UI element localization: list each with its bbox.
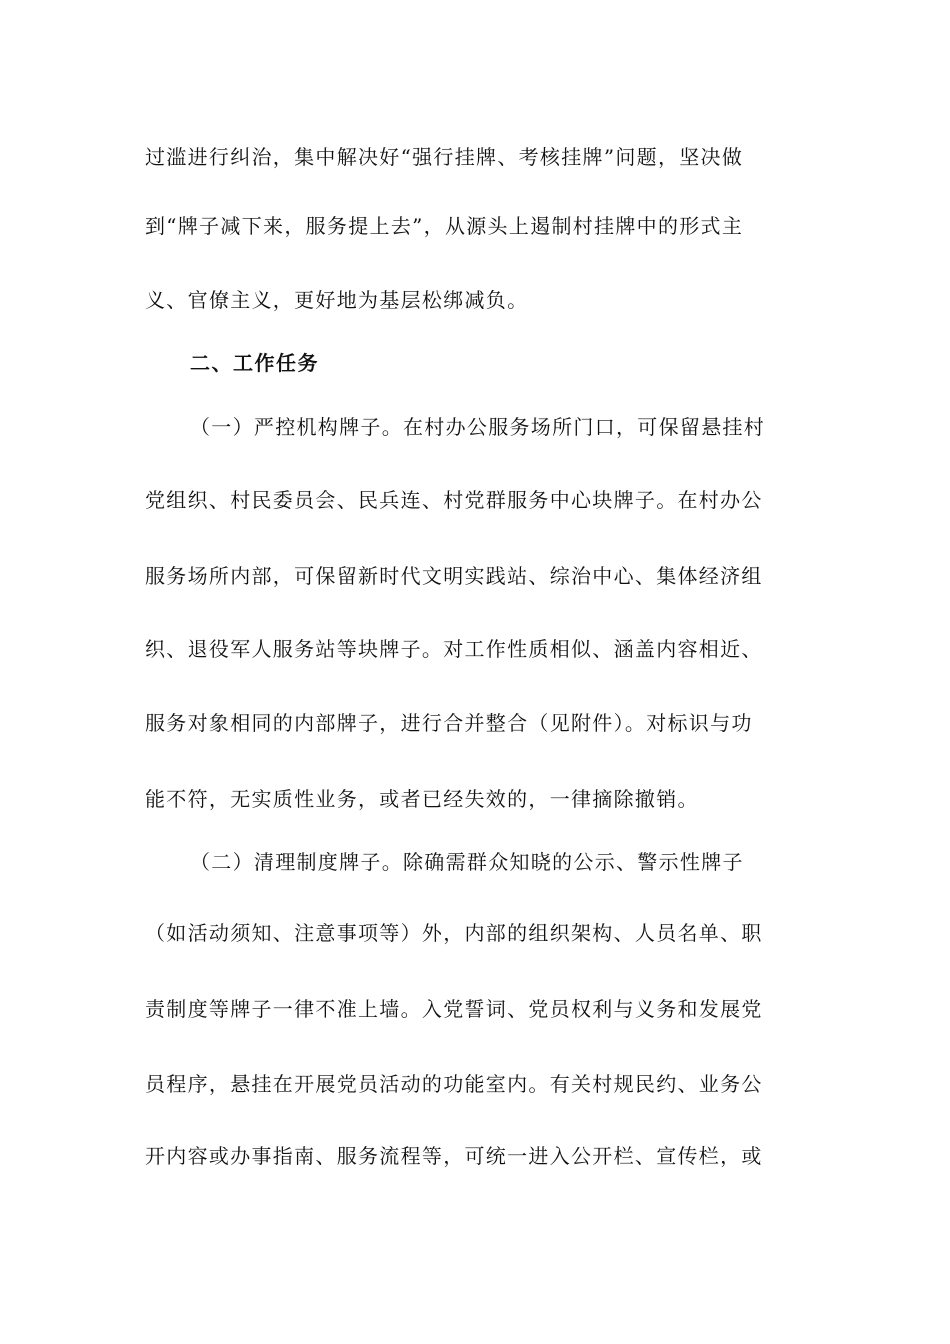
section-heading-work-tasks: 二、工作任务 [190,351,319,375]
paragraph-line-7: 服务场所内部，可保留新时代文明实践站、综治中心、集体经济组 [145,564,763,588]
paragraph-line-13: 责制度等牌子一律不准上墙。入党誓词、党员权利与义务和发展党 [145,997,763,1021]
paragraph-line-5: （一）严控机构牌子。在村办公服务场所门口，可保留悬挂村 [190,415,766,439]
paragraph-line-15: 开内容或办事指南、服务流程等，可统一进入公开栏、宣传栏，或 [145,1144,763,1168]
paragraph-line-9: 服务对象相同的内部牌子，进行合并整合（见附件）。对标识与功 [145,711,753,735]
paragraph-line-8: 织、退役军人服务站等块牌子。对工作性质相似、涵盖内容相近、 [145,637,763,661]
paragraph-line-10: 能不符，无实质性业务，或者已经失效的，一律摘除撤销。 [145,787,699,811]
paragraph-line-11: （二）清理制度牌子。除确需群众知晓的公示、警示性牌子 [190,850,744,874]
paragraph-line-3: 义、官僚主义，更好地为基层松绑减负。 [145,288,529,312]
paragraph-line-6: 党组织、村民委员会、民兵连、村党群服务中心块牌子。在村办公 [145,488,763,512]
paragraph-line-2: 到“牌子减下来，服务提上去”，从源头上遏制村挂牌中的形式主 [145,214,744,238]
paragraph-line-1: 过滥进行纠治，集中解决好“强行挂牌、考核挂牌”问题，坚决做 [145,145,744,169]
paragraph-line-14: 员程序，悬挂在开展党员活动的功能室内。有关村规民约、业务公 [145,1072,763,1096]
paragraph-line-12: （如活动须知、注意事项等）外，内部的组织架构、人员名单、职 [145,921,763,945]
